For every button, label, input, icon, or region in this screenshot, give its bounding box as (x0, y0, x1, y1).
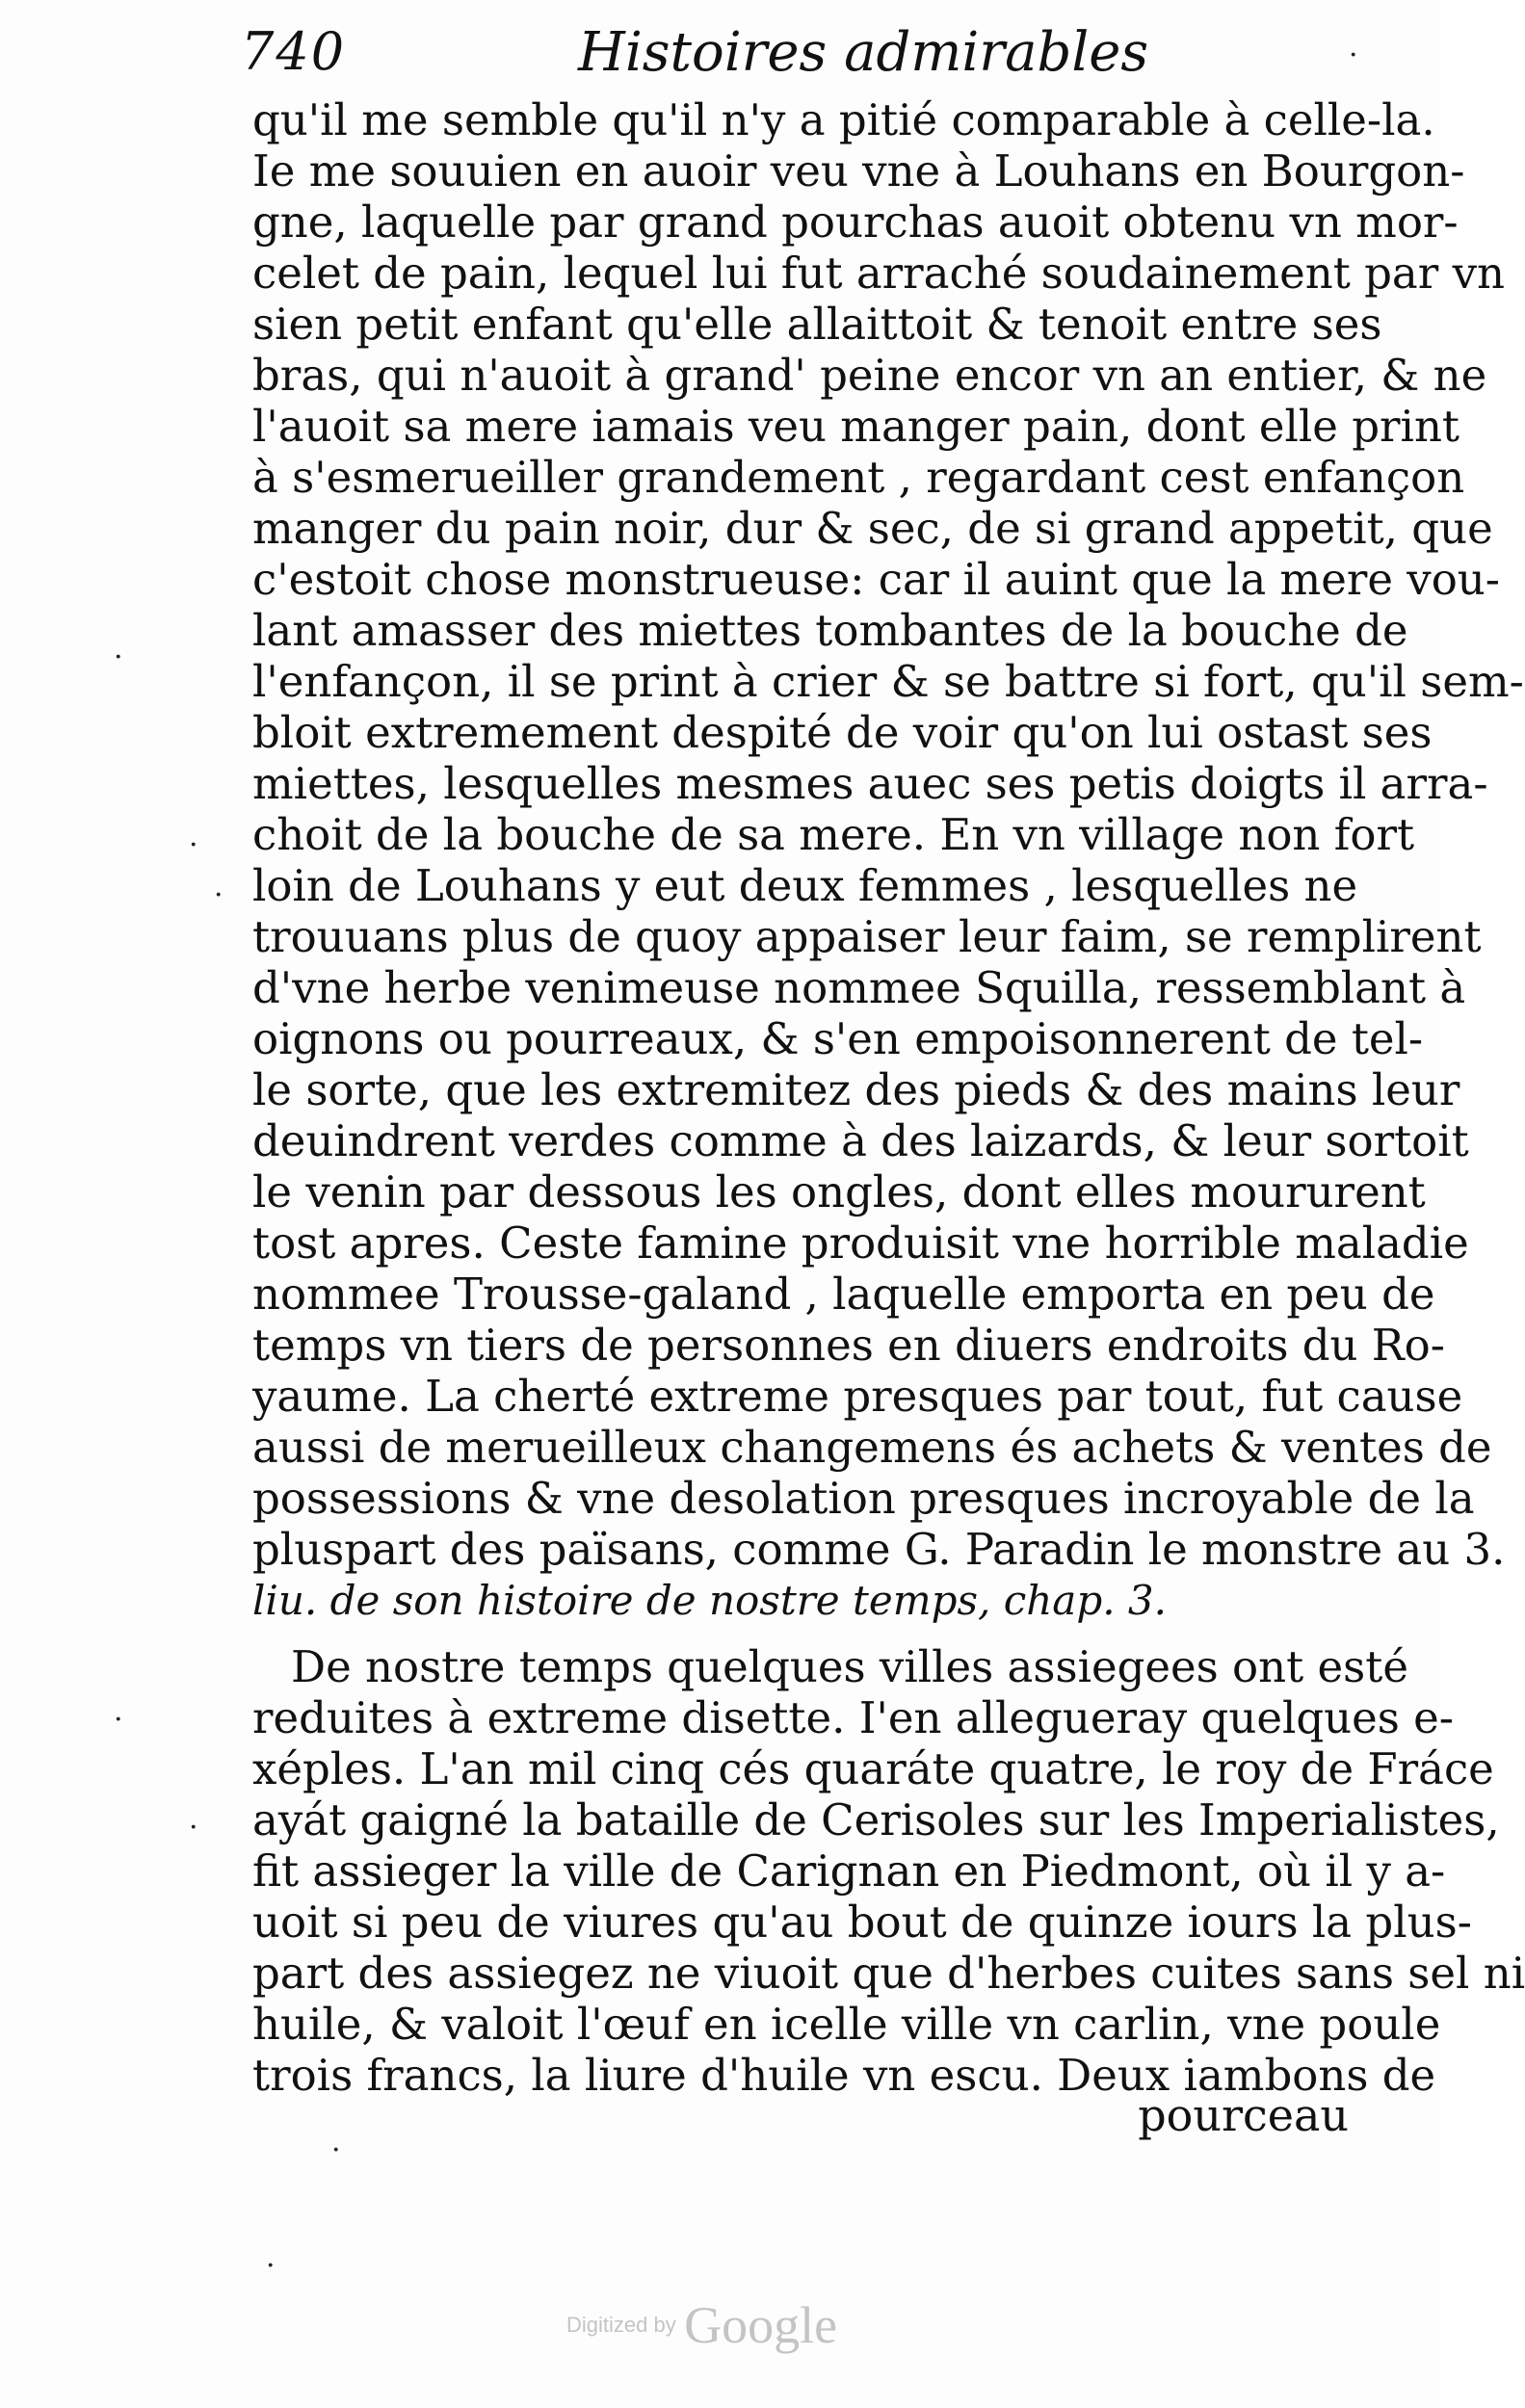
text-line: part des assiegez ne viuoit que d'herbes cuites sans sel ni (252, 1948, 1525, 1999)
text-line: l'enfançon, il se print à crier & se battre si fort, qu'il sem- (252, 656, 1524, 707)
text-line: c'estoit chose monstrueuse: car il auint que la mere vou- (252, 554, 1500, 605)
text-line: ayát gaigné la bataille de Cerisoles sur les Imperialistes, (252, 1794, 1500, 1845)
text-line: manger du pain noir, dur & sec, de si grand appetit, que (252, 503, 1493, 554)
digitized-prefix: Digitized by (566, 2313, 676, 2337)
ink-speck: · (1349, 39, 1358, 72)
text-line: gne, laquelle par grand pourchas auoit obtenu vn mor- (252, 196, 1459, 248)
text-line: le venin par dessous les ongles, dont elles moururent (252, 1166, 1426, 1217)
text-line: oignons ou pourreaux, & s'en empoisonnerent de tel- (252, 1013, 1424, 1064)
text-line: trois francs, la liure d'huile vn escu. Deux iambons de (252, 2050, 1436, 2101)
text-line: lant amasser des miettes tombantes de la bouche de (252, 605, 1408, 656)
text-line: l'auoit sa mere iamais veu manger pain, dont elle print (252, 401, 1460, 452)
text-line: pluspart des païsans, comme G. Paradin le monstre au 3. (252, 1524, 1506, 1575)
main-text (252, 94, 1525, 2101)
digitized-watermark (566, 2295, 837, 2355)
text-line: reduites à extreme disette. I'en allegueray quelques e- (252, 1692, 1454, 1743)
text-line: temps vn tiers de personnes en diuers endroits du Ro- (252, 1320, 1445, 1371)
digitized-brand: Google (684, 2296, 838, 2354)
text-line: bloit extremement despité de voir qu'on lui ostast ses (252, 707, 1433, 758)
text-line: nommee Trousse-galand , laquelle emporta en peu de (252, 1269, 1435, 1320)
text-line: deuindrent verdes comme à des laizards, & leur sortoit (252, 1115, 1469, 1166)
text-line: fit assieger la ville de Carignan en Piedmont, où il y a- (252, 1845, 1446, 1897)
text-line: uoit si peu de viures qu'au bout de quinze iours la plus- (252, 1897, 1472, 1948)
running-title: Histoires admirables (578, 21, 1149, 84)
text-line: choit de la bouche de sa mere. En vn village non fort (252, 809, 1415, 860)
paragraph-start-line: De nostre temps quelques villes assiegees ont esté (291, 1641, 1408, 1692)
ink-speck: · (214, 878, 223, 912)
text-line: possessions & vne desolation presques incroyable de la (252, 1473, 1475, 1524)
ink-speck: · (331, 2133, 341, 2167)
ink-speck: · (114, 1703, 123, 1737)
citation-line: liu. de son histoire de nostre temps, chap. 3. (252, 1577, 1167, 1624)
text-line: yaume. La cherté extreme presques par tout, fut cause (252, 1371, 1463, 1422)
ink-speck: · (189, 828, 198, 862)
ink-speck: · (114, 641, 123, 674)
ink-speck: · (266, 2249, 276, 2283)
text-line: le sorte, que les extremitez des pieds & des mains leur (252, 1064, 1460, 1115)
text-line: Ie me souuien en auoir veu vne à Louhans en Bourgon- (252, 145, 1465, 196)
text-line: d'vne herbe venimeuse nommee Squilla, ressemblant à (252, 962, 1466, 1013)
text-line: aussi de merueilleux changemens és achets & ventes de (252, 1422, 1492, 1473)
text-line: huile, & valoit l'œuf en icelle ville vn carlin, vne poule (252, 1999, 1441, 2050)
text-line: xéples. L'an mil cinq cés quaráte quatre, le roy de Fráce (252, 1743, 1494, 1794)
text-line: tost apres. Ceste famine produisit vne horrible maladie (252, 1217, 1469, 1269)
text-line: miettes, lesquelles mesmes auec ses petis doigts il arra- (252, 758, 1488, 809)
text-line: bras, qui n'auoit à grand' peine encor vn an entier, & ne (252, 350, 1487, 401)
text-line: à s'esmerueiller grandement , regardant cest enfançon (252, 452, 1465, 503)
text-line: loin de Louhans y eut deux femmes , lesquelles ne (252, 860, 1358, 911)
page-number: 740 (241, 21, 347, 82)
running-head (241, 21, 1349, 98)
text-line: sien petit enfant qu'elle allaittoit & tenoit entre ses (252, 299, 1382, 350)
text-line: celet de pain, lequel lui fut arraché soudainement par vn (252, 248, 1505, 299)
catchword: pourceau (1138, 2089, 1349, 2141)
text-line: trouuans plus de quoy appaiser leur faim, se remplirent (252, 911, 1482, 962)
ink-speck: · (189, 1811, 198, 1845)
text-line: qu'il me semble qu'il n'y a pitié comparable à celle-la. (252, 94, 1435, 145)
